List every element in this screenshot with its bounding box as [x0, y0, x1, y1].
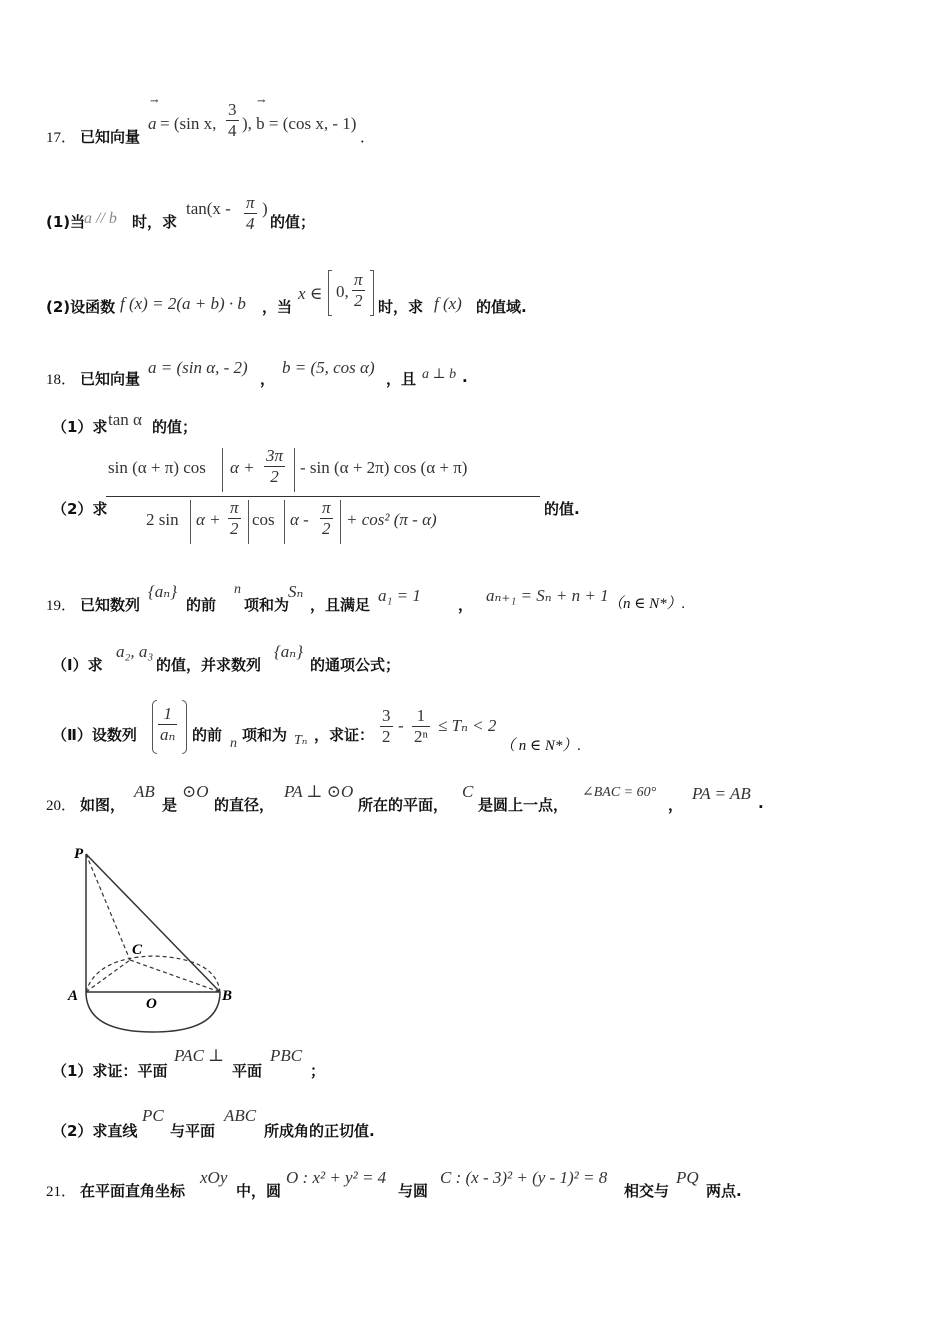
q19-condition: （n ∈ N*）.	[608, 596, 686, 612]
q21-xoy: xOy	[200, 1168, 228, 1187]
q18-den-pi-over-2-b	[320, 498, 333, 539]
q18-perp: a ⊥ b	[422, 367, 457, 382]
q19-sn: Sₙ	[288, 582, 304, 601]
label-c: C	[132, 942, 143, 958]
q18-num-paren-right	[294, 448, 295, 492]
vector-arrow-icon: →	[257, 96, 266, 107]
q18-den-paren2-left	[284, 500, 285, 544]
q20-pac: PAC ⊥	[174, 1046, 225, 1065]
arc-upper-dashed	[86, 956, 220, 992]
q18-den-part-b: α +	[196, 510, 221, 529]
q18-big-fraction	[106, 446, 540, 550]
q18-den-pi-a: π	[230, 498, 239, 517]
q19-a1: a₁ = 1	[378, 586, 421, 605]
q19-three: 3	[382, 706, 391, 725]
q17-x-in: x ∈	[298, 284, 323, 303]
vector-arrow-icon: →	[150, 96, 159, 107]
q18-part2-label: （2）求	[52, 500, 108, 518]
q18-part2-end: 的值.	[544, 500, 580, 518]
q19-brace-left	[152, 700, 157, 754]
q17-interval-zero: 0,	[336, 282, 349, 301]
q19-comma: ，	[458, 596, 474, 614]
segment-ac	[86, 960, 130, 992]
q17-a-expr: = (sin x,	[160, 114, 217, 133]
q19-mid1: 的前	[186, 596, 217, 614]
q20-part2-end: 所成角的正切值.	[264, 1122, 375, 1140]
label-o: O	[146, 996, 157, 1012]
label-b: B	[222, 988, 233, 1004]
q17-interval-left-bracket	[328, 270, 332, 316]
q19-part2-mid: 的前	[192, 726, 223, 744]
q19-one-over-2n	[412, 706, 430, 747]
q18-den-paren2-right	[340, 500, 341, 544]
q18-b-expr: b = (5, cos α)	[282, 358, 375, 377]
q17-part2-end: 的值域.	[476, 298, 527, 316]
q17-end: ．	[360, 130, 376, 146]
q18-num-3pi: 3π	[266, 446, 284, 465]
segment-pb	[86, 854, 220, 992]
q20-part1-label: （1）求证：平面	[52, 1062, 168, 1080]
q18-num-3pi-over-2	[264, 446, 285, 487]
q19-mid3: ，且满足	[310, 596, 371, 614]
q18-a-expr: a = (sin α, - 2)	[148, 358, 248, 377]
q21-mid3: 相交与	[624, 1182, 670, 1200]
q18-den-two-a: 2	[230, 519, 239, 538]
q18-den-part-c: cos	[252, 510, 275, 529]
q20-mid1: 的直径，	[214, 796, 275, 814]
q18-end: .	[462, 368, 468, 386]
q20-part2-mid: 与平面	[170, 1122, 216, 1140]
q19-inequality: ≤ Tₙ < 2	[438, 716, 497, 735]
q17-int-pi: π	[354, 270, 363, 289]
q17-interval-pi-over-2	[352, 270, 365, 311]
label-a: A	[68, 988, 79, 1004]
q19-an: {aₙ}	[148, 582, 177, 601]
q17-pi-over-4	[244, 193, 257, 234]
q19-recurrence: aₙ₊₁ = Sₙ + n + 1	[486, 586, 609, 605]
q19-two-n: 2ⁿ	[414, 727, 428, 746]
q21-mid2: 与圆	[398, 1182, 429, 1200]
q19-brace-right	[182, 700, 187, 754]
q20-pa-ab: PA = AB	[692, 784, 751, 803]
segment-cb	[130, 960, 220, 992]
q19-rec-one: 1	[158, 704, 177, 725]
q20-end: .	[758, 794, 764, 812]
label-p: P	[74, 846, 84, 862]
q20-is: 是	[162, 796, 178, 814]
q18-num-part-b: α +	[230, 458, 255, 477]
q18-stem: 已知向量	[80, 370, 141, 388]
q20-stem: 如图，	[80, 796, 126, 814]
q20-pbc: PBC	[270, 1046, 303, 1065]
q19-part1-mid: 的值，并求数列	[156, 656, 262, 674]
q20-ab: AB	[134, 782, 155, 801]
q18-and: ，且	[386, 370, 417, 388]
q21-mid1: 中，圆	[236, 1182, 282, 1200]
q17-fraction	[226, 100, 239, 141]
q17-parallel: a // b	[84, 210, 117, 227]
q18-num-paren-left	[222, 448, 223, 492]
q17-part1-end: 的值；	[270, 213, 316, 231]
q18-den-part-d: α -	[290, 510, 309, 529]
q18-fraction-bar	[106, 496, 540, 497]
q17-number: 17．	[46, 130, 77, 146]
q21-number: 21．	[46, 1184, 77, 1200]
q20-circle: ⊙O	[182, 782, 209, 801]
q20-c: C	[462, 782, 474, 801]
q17-f-def: f (x) = 2(a + b) · b	[120, 294, 246, 313]
q18-den-paren1-left	[190, 500, 191, 544]
q17-part2-mid: ，当	[262, 298, 293, 316]
q20-part1-mid: 平面	[232, 1062, 263, 1080]
q19-three-halves	[380, 706, 393, 747]
q18-part1-end: 的值；	[152, 418, 198, 436]
q17-pi: π	[246, 193, 255, 212]
q20-abc: ABC	[224, 1106, 257, 1125]
q17-fx: f (x)	[434, 294, 462, 313]
q18-den-paren1-right	[248, 500, 249, 544]
q19-mid2: 项和为	[244, 596, 290, 614]
q20-angle: ∠BAC = 60°	[582, 785, 657, 800]
q17-part1-mid: 时，求	[132, 213, 178, 231]
q19-part2-n: n	[230, 736, 237, 751]
q17-vector-a: a	[148, 114, 157, 133]
q19-rec-an: aₙ	[160, 725, 176, 744]
q21-pq: PQ	[676, 1168, 699, 1187]
q18-num-two: 2	[270, 467, 279, 486]
q19-minus: -	[398, 716, 404, 735]
q17-frac-den: 4	[228, 121, 237, 140]
segment-pc	[86, 854, 130, 960]
q18-part1-label: （1）求	[52, 418, 108, 436]
q17-b-expr: ), b = (cos x, - 1)	[242, 114, 357, 133]
q18-comma: ，	[260, 370, 276, 388]
q19-part2-label: （Ⅱ）设数列	[52, 726, 137, 744]
q17-part1-label: (1)当	[46, 213, 86, 231]
q17-interval-right-bracket	[370, 270, 374, 316]
q20-comma: ，	[668, 796, 684, 814]
q19-part1-an: {aₙ}	[274, 642, 303, 661]
q19-part2-condition: （ n ∈ N*）.	[500, 738, 582, 754]
q19-reciprocal	[158, 704, 177, 745]
geometry-figure	[66, 842, 246, 1042]
q18-num-part-c: - sin (α + 2π) cos (α + π)	[300, 458, 468, 477]
q18-den-part-a: 2 sin	[146, 510, 179, 529]
q17-int-two: 2	[354, 291, 363, 310]
q21-circle-c: C : (x - 3)² + (y - 1)² = 8	[440, 1168, 608, 1187]
q17-part2-mid2: 时，求	[378, 298, 424, 316]
q21-circle-o: O : x² + y² = 4	[286, 1168, 387, 1187]
q19-part2-mid2: 项和为	[242, 726, 288, 744]
q20-number: 20．	[46, 798, 77, 814]
q17-stem: 已知向量	[80, 128, 141, 146]
q18-den-pi-over-2-a	[228, 498, 241, 539]
q20-mid2: 所在的平面，	[358, 796, 449, 814]
q17-tan: tan(x -	[186, 199, 231, 218]
q19-tn: Tₙ	[294, 733, 308, 748]
q18-den-part-e: + cos² (π - α)	[346, 510, 437, 529]
q20-part1-end: ；	[310, 1062, 326, 1080]
q20-mid3: 是圆上一点，	[478, 796, 569, 814]
q18-den-two-b: 2	[322, 519, 331, 538]
q17-frac-num: 3	[228, 100, 237, 119]
q19-a2-a3: a₂, a₃	[116, 642, 154, 661]
q18-den-pi-b: π	[322, 498, 331, 517]
q21-end: 两点.	[706, 1182, 742, 1200]
q18-tan-alpha: tan α	[108, 410, 142, 429]
q18-num-part-a: sin (α + π) cos	[108, 458, 206, 477]
q19-stem: 已知数列	[80, 596, 141, 614]
q17-four: 4	[246, 214, 255, 233]
q20-part2-label: （2）求直线	[52, 1122, 138, 1140]
q17-part2-label: (2)设函数	[46, 298, 116, 316]
q19-part1-end: 的通项公式；	[310, 656, 401, 674]
q21-stem: 在平面直角坐标	[80, 1182, 186, 1200]
q19-part2-mid3: ，求证：	[314, 726, 375, 744]
q20-pc: PC	[142, 1106, 164, 1125]
q20-pa-perp: PA ⊥ ⊙O	[284, 782, 354, 801]
q19-one: 1	[412, 706, 430, 727]
q19-part1-label: （Ⅰ）求	[52, 656, 103, 674]
q17-tan-close: )	[262, 199, 268, 218]
q19-number: 19．	[46, 598, 77, 614]
q19-two: 2	[382, 727, 391, 746]
q19-n: n	[234, 582, 241, 597]
q18-number: 18．	[46, 372, 77, 388]
